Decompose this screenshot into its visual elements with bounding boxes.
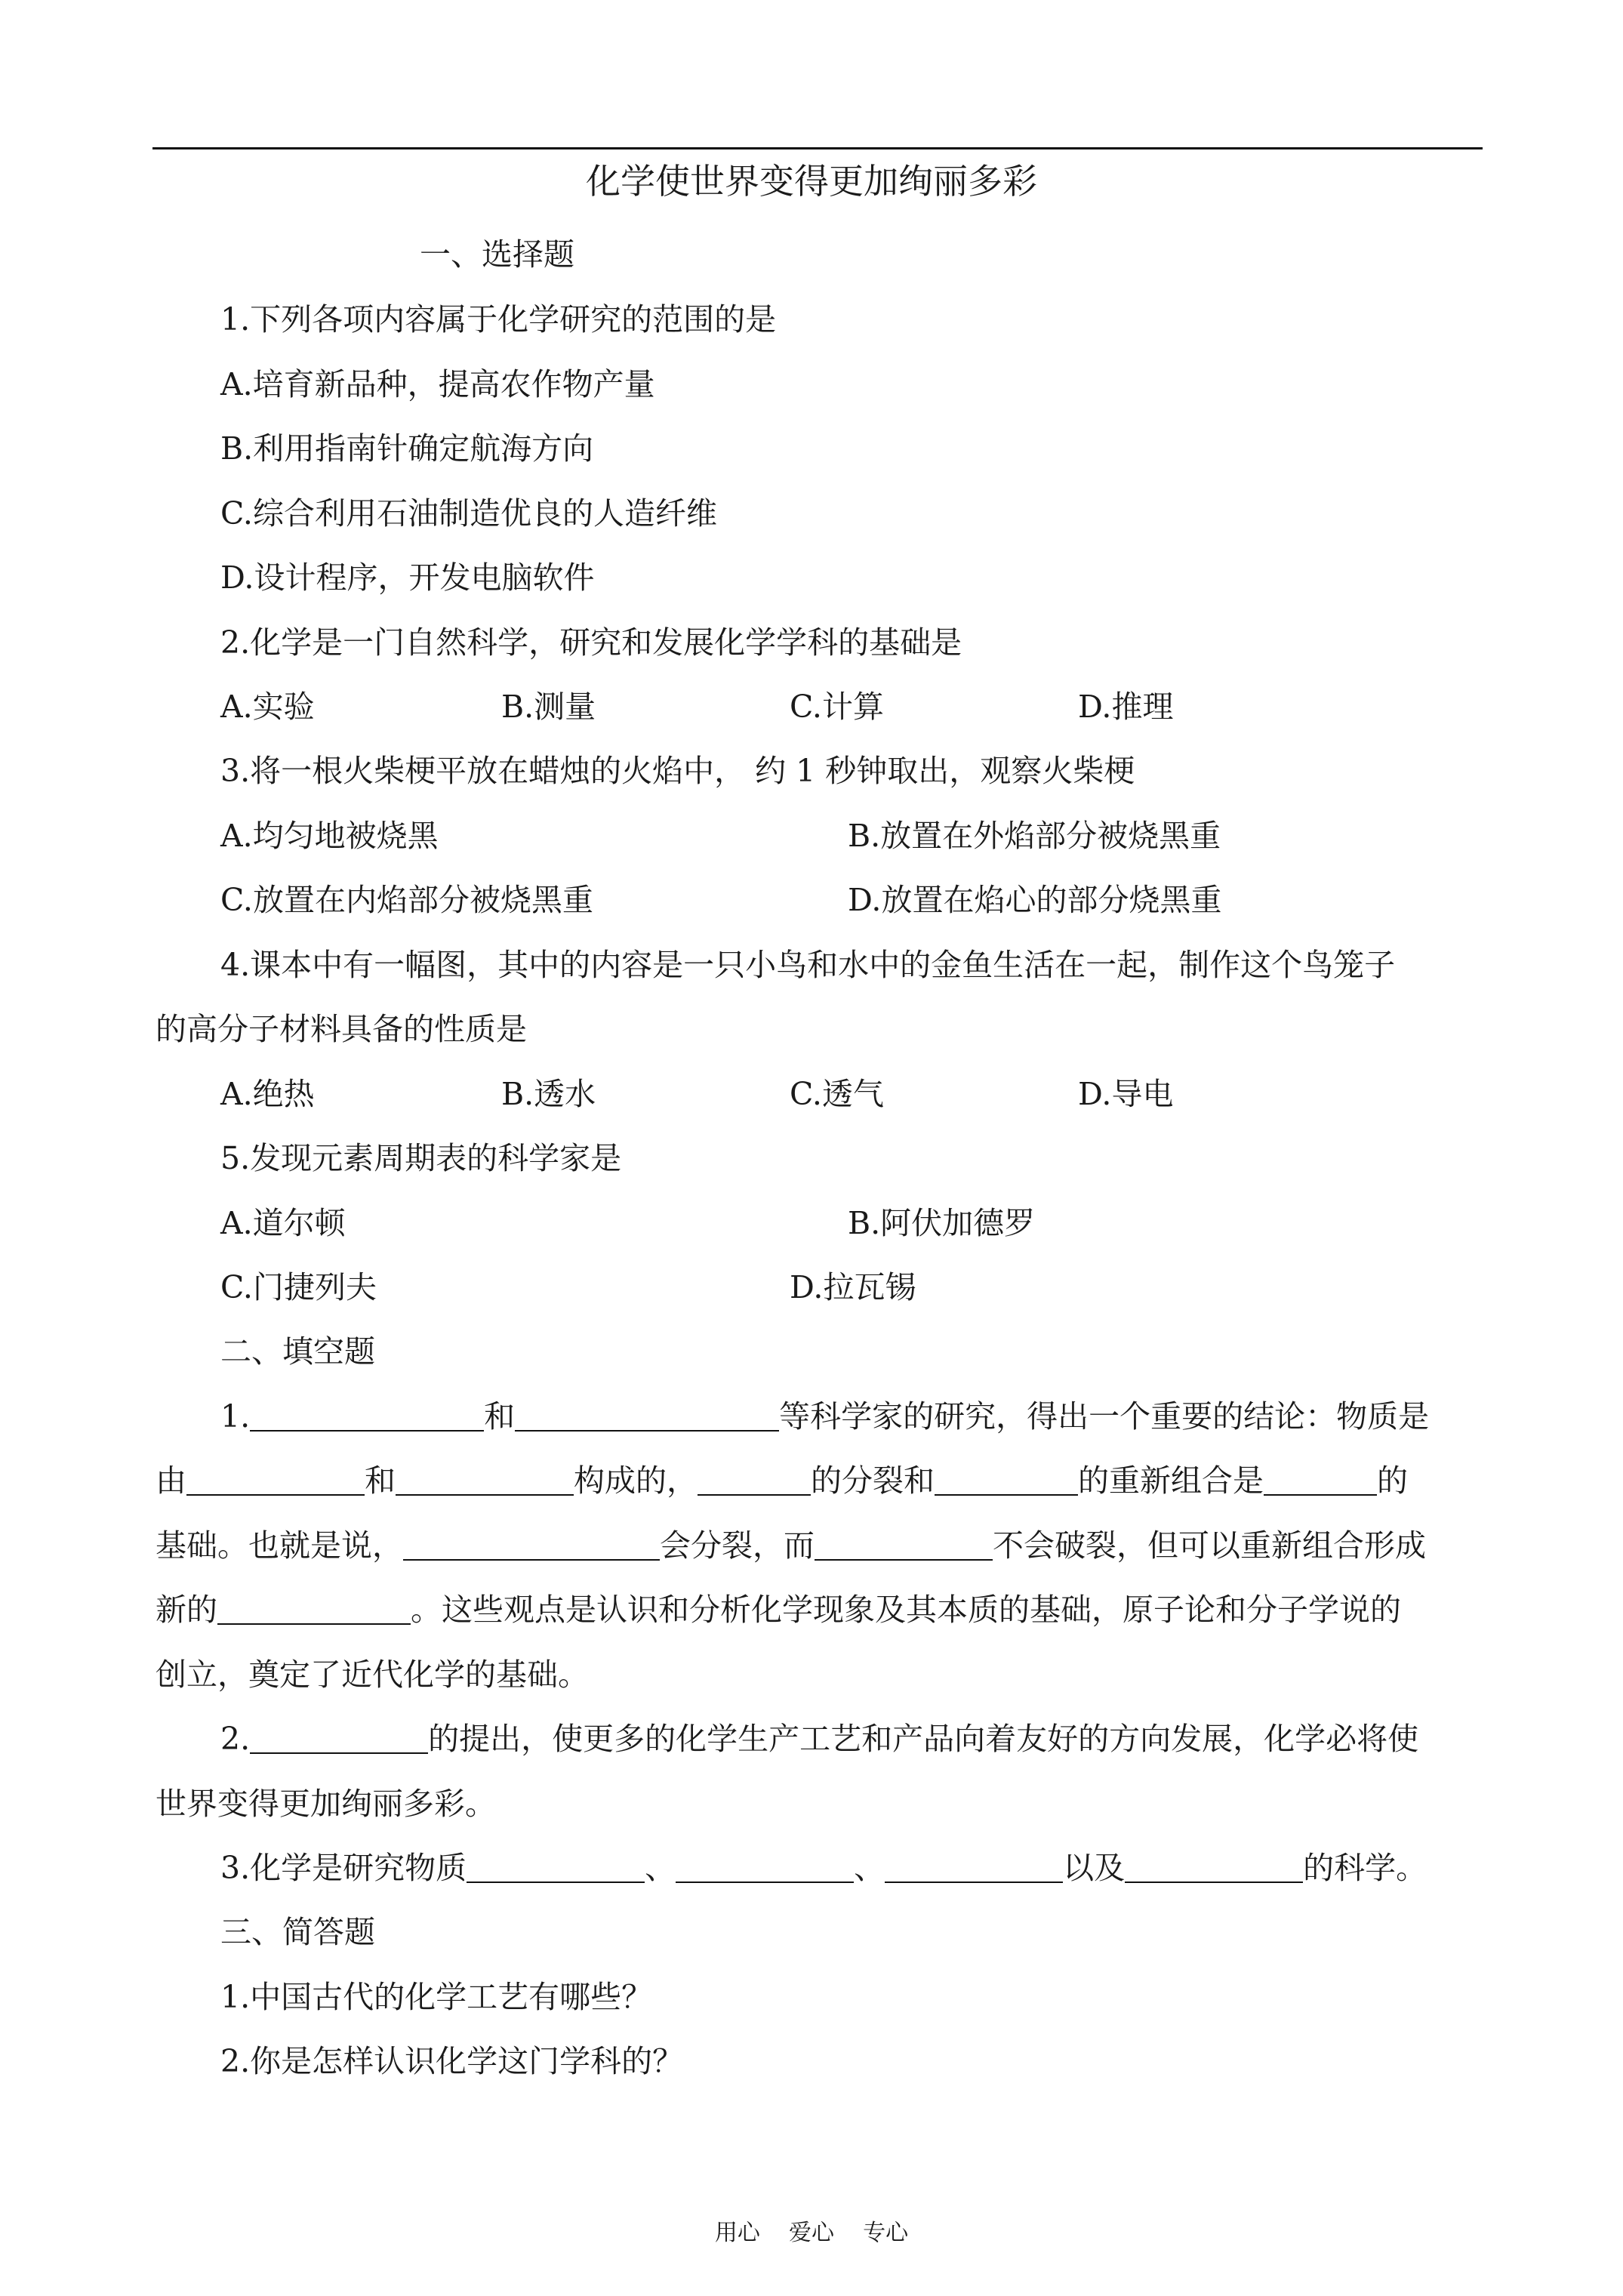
fill-3-text: 、	[645, 1850, 676, 1886]
fill-1-text: 新的	[156, 1592, 217, 1628]
question-3-stem: 3.将一根火柴梗平放在蜡烛的火焰中， 约 1 秒钟取出，观察火柴梗	[220, 753, 1135, 789]
fill-1-line3	[156, 1527, 1426, 1564]
page-title: 化学使世界变得更加绚丽多彩	[586, 161, 1037, 202]
header-rule	[152, 147, 1483, 149]
fill-3-text: 的科学。	[1303, 1850, 1427, 1886]
section-heading-choice: 一、选择题	[420, 236, 574, 273]
answer-blank[interactable]	[885, 1851, 1063, 1883]
question-5-option-d: D.拉瓦锡	[790, 1269, 916, 1305]
question-4-option-c: C.透气	[790, 1076, 884, 1112]
question-1-option-a: A.培育新品种，提高农作物产量	[220, 366, 655, 402]
question-5-option-b: B.阿伏加德罗	[848, 1205, 1036, 1241]
answer-blank[interactable]	[935, 1464, 1078, 1496]
question-1-option-c: C.综合利用石油制造优良的人造纤维	[220, 495, 717, 532]
answer-blank[interactable]	[815, 1529, 993, 1561]
fill-1-text: 等科学家的研究，得出一个重要的结论：物质是	[779, 1398, 1430, 1435]
question-4-option-d: D.导电	[1078, 1076, 1174, 1112]
answer-blank[interactable]	[396, 1464, 574, 1496]
fill-1-text: 会分裂，而	[660, 1527, 815, 1564]
fill-1-text: 1.	[220, 1398, 251, 1435]
question-2-option-d: D.推理	[1078, 689, 1174, 725]
answer-blank[interactable]	[250, 1400, 484, 1432]
question-3-option-a: A.均匀地被烧黑	[220, 818, 439, 854]
answer-blank[interactable]	[1125, 1851, 1303, 1883]
fill-1-text: 由	[156, 1462, 186, 1499]
question-2-option-a: A.实验	[220, 689, 315, 725]
section-heading-short-answer: 三、简答题	[220, 1914, 375, 1950]
question-4-stem-line1: 4.课本中有一幅图，其中的内容是一只小鸟和水中的金鱼生活在一起，制作这个鸟笼子	[220, 947, 1396, 983]
answer-blank[interactable]	[515, 1400, 779, 1432]
fill-1-text: 的分裂和	[811, 1462, 935, 1499]
fill-1-text: 的重新组合是	[1078, 1462, 1264, 1499]
question-2-option-b: B.测量	[501, 689, 596, 725]
fill-1-text: 和	[365, 1462, 396, 1499]
fill-1-text: 。这些观点是认识和分析化学现象及其本质的基础，原子论和分子学说的	[411, 1592, 1401, 1628]
short-answer-question-1: 1.中国古代的化学工艺有哪些？	[220, 1979, 653, 2015]
question-1-option-b: B.利用指南针确定航海方向	[220, 430, 594, 467]
question-5-option-c: C.门捷列夫	[220, 1269, 377, 1305]
question-4-option-b: B.透水	[501, 1076, 596, 1112]
question-4-option-a: A.绝热	[220, 1076, 315, 1112]
answer-blank[interactable]	[467, 1851, 645, 1883]
fill-3-text: 以及	[1063, 1850, 1126, 1886]
question-2-stem: 2.化学是一门自然科学，研究和发展化学学科的基础是	[220, 624, 962, 661]
fill-2-text: 的提出，使更多的化学生产工艺和产品向着友好的方向发展，化学必将使	[428, 1721, 1419, 1757]
fill-1-line1	[220, 1398, 1429, 1435]
question-5-option-a: A.道尔顿	[220, 1205, 346, 1241]
question-3-option-d: D.放置在焰心的部分烧黑重	[848, 882, 1222, 918]
page-footer: 用心 爱心 专心	[714, 2220, 909, 2246]
answer-blank[interactable]	[250, 1722, 428, 1754]
fill-3-line	[220, 1849, 1427, 1887]
fill-3-text: 、	[854, 1850, 885, 1886]
question-4-stem-line2: 的高分子材料具备的性质是	[156, 1011, 527, 1047]
fill-3-text: 3.化学是研究物质	[220, 1850, 467, 1886]
question-3-option-c: C.放置在内焰部分被烧黑重	[220, 882, 593, 918]
answer-blank[interactable]	[403, 1529, 660, 1561]
answer-blank[interactable]	[1264, 1464, 1377, 1496]
fill-1-line5: 创立，奠定了近代化学的基础。	[156, 1657, 589, 1693]
question-2-option-c: C.计算	[790, 689, 884, 725]
fill-1-line4	[156, 1591, 1401, 1629]
fill-2-text: 2.	[220, 1721, 251, 1757]
answer-blank[interactable]	[217, 1593, 411, 1625]
question-1-option-d: D.设计程序，开发电脑软件	[220, 559, 595, 596]
fill-1-text: 构成的，	[574, 1462, 698, 1499]
fill-1-text: 的	[1377, 1462, 1408, 1499]
fill-2-line1	[220, 1720, 1418, 1758]
section-heading-fill: 二、填空题	[220, 1333, 375, 1370]
short-answer-question-2: 2.你是怎样认识化学这门学科的？	[220, 2043, 684, 2079]
answer-blank[interactable]	[676, 1851, 854, 1883]
fill-1-text: 不会破裂，但可以重新组合形成	[993, 1527, 1426, 1564]
question-1-stem: 1.下列各项内容属于化学研究的范围的是	[220, 301, 777, 337]
fill-1-text: 基础。也就是说，	[156, 1527, 403, 1564]
fill-1-line2	[156, 1462, 1408, 1499]
question-5-stem: 5.发现元素周期表的科学家是	[220, 1140, 622, 1176]
question-3-option-b: B.放置在外焰部分被烧黑重	[848, 818, 1221, 854]
fill-1-text: 和	[484, 1398, 516, 1435]
fill-2-line2: 世界变得更加绚丽多彩。	[156, 1786, 496, 1822]
answer-blank[interactable]	[698, 1464, 811, 1496]
answer-blank[interactable]	[186, 1464, 365, 1496]
